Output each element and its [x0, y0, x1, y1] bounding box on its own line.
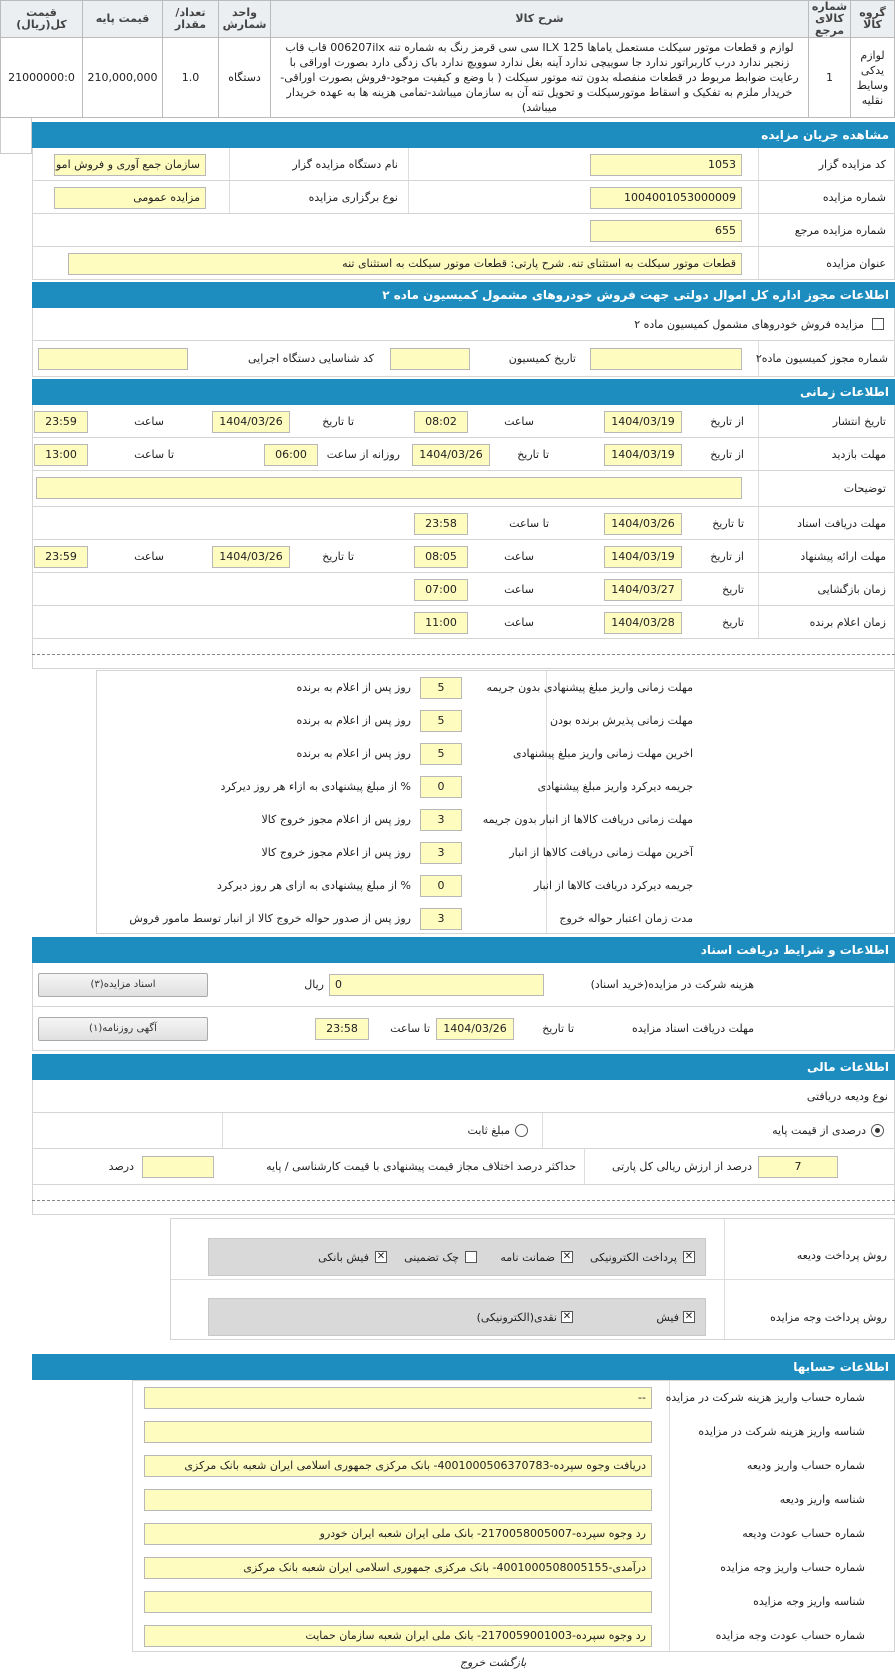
deadline-unit: روز پس از اعلام مجوز خروج کالا [261, 813, 411, 826]
permit-no-label: شماره مجوز کمیسیون ماده۲ [755, 352, 888, 365]
exec-id-label: کد شناسایی دستگاه اجرایی [247, 352, 374, 365]
pay-cash-checkbox[interactable]: ✕ [562, 1311, 572, 1322]
item-code: 1 [809, 38, 851, 118]
deadline-unit: روز پس از اعلام مجوز خروج کالا [261, 846, 411, 859]
time-label: ساعت [504, 616, 534, 629]
col-qty: تعداد/مقدار [163, 1, 219, 38]
newspaper-ad-button[interactable]: آگهی روزنامه(۱) [38, 1017, 208, 1041]
auction-type-label: نوع برگزاری مزایده [308, 191, 398, 204]
deadline-value-field[interactable]: 3 [420, 809, 462, 831]
deposit-type-row [32, 1080, 895, 1113]
exit-link[interactable]: خروج [460, 1656, 486, 1669]
permit-row-2 [32, 341, 895, 377]
auction-org-field[interactable]: سازمان جمع آوری و فروش امو [54, 154, 206, 176]
notes-label: توضیحات [843, 482, 886, 495]
account-label: شماره حساب واریز هزینه شرکت در مزایده [665, 1391, 865, 1404]
visit-from-field[interactable]: 1404/03/19 [604, 444, 682, 466]
permit-row-1 [32, 308, 895, 341]
auction-org-label: نام دستگاه مزایده گزار [292, 158, 398, 171]
deadline-unit: % از مبلغ پیشنهادی به ازای هر روز دیرکرد [217, 879, 411, 892]
account-value-field[interactable] [144, 1591, 652, 1613]
method-cheque-label: چک تضمینی [404, 1251, 459, 1264]
col-base: قیمت پایه [83, 1, 163, 38]
deadline-unit: روز پس از صدور حواله خروج کالا از انبار توسط مامور فروش [129, 912, 411, 925]
timing-publish-row [32, 405, 895, 438]
to-date-label: تا تاریخ [517, 448, 549, 461]
bank-receipt-checkbox[interactable]: ✕ [376, 1251, 386, 1262]
pay-cash-label: نقدی(الکترونیکی) [476, 1311, 557, 1324]
item-desc: لوازم و قطعات موتور سیکلت مستعمل یاماها ILX 125 سی سی قرمز رنگ به شماره تنه 006207ilx قاب قاب زنجیر ندارد درب کاربراتور ندارد جا سوییچی ندارد آینه بغل ندارد سوویچ ندارد باک زدگی دارد بصورت اوراقی با رعایت ضوابط مربوط در قطعات منفصله بدون تنه موتور سیکلت ( با وضع و کیفیت موجود-فروش بصورت اوراقی-خریدار ملزم به تفکیک و اسقاط موتورسیکلت و تحویل تنه آن به سازمان میباشد-تمامی هزینه ها به عهده خریدار میباشد) [271, 38, 809, 118]
time-label: ساعت [504, 550, 534, 563]
from-date-label: از تاریخ [710, 550, 744, 563]
auction-title-label: عنوان مزایده [826, 257, 886, 270]
deadline-unit: % از مبلغ پیشنهادی به ازاء هر روز دیرکرد [220, 780, 411, 793]
item-group: لوازم یدکی وسایط نقلیه [851, 38, 895, 118]
timing-notes-row [32, 471, 895, 507]
publish-to-field[interactable]: 1404/03/26 [212, 411, 290, 433]
publish-from-field[interactable]: 1404/03/19 [604, 411, 682, 433]
method-guarantee-label: ضمانت نامه [500, 1251, 555, 1264]
deposit-percent-row [32, 1149, 895, 1185]
footer-links [460, 1656, 526, 1669]
back-link[interactable]: بازگشت [488, 1656, 527, 1669]
docs-deadline-date-field[interactable]: 1404/03/26 [436, 1018, 514, 1040]
percent-text: درصد از ارزش ریالی کل پارتی [611, 1160, 752, 1173]
deposit-method-label: روش پرداخت ودیعه [796, 1249, 887, 1262]
deadline-value-field[interactable]: 5 [420, 677, 462, 699]
section-auction-header: مشاهده جریان مزایده [32, 122, 895, 148]
auction-ref-label: شماره مزایده مرجع [794, 224, 886, 237]
time-label: ساعت [134, 415, 164, 428]
divider [32, 654, 895, 655]
auction-number-label: شماره مزایده [822, 191, 886, 204]
timing-winner-row [32, 606, 895, 639]
timing-docs-row [32, 507, 895, 540]
visit-to-field[interactable]: 1404/03/26 [412, 444, 490, 466]
fee-label: هزینه شرکت در مزایده(خرید اسناد) [590, 978, 754, 991]
docs-to-field[interactable]: 1404/03/26 [604, 513, 682, 535]
auction-row-2 [32, 181, 895, 214]
deadline-label: مهلت زمانی پذیرش برنده بودن [549, 714, 693, 727]
account-value-field[interactable]: دریافت وجوه سپرده-4001000506370783- بانک مرکزی جمهوری اسلامی ایران شعبه بانک مرکزی [144, 1455, 652, 1477]
to-date-label: تا تاریخ [322, 550, 354, 563]
timing-opening-row [32, 573, 895, 606]
item-qty: 1.0 [163, 38, 219, 118]
to-date-label: تا تاریخ [322, 415, 354, 428]
notes-field[interactable] [36, 477, 742, 499]
deadline-value-field[interactable]: 5 [420, 743, 462, 765]
to-date-label: تا تاریخ [712, 517, 744, 530]
permit-no-field[interactable] [590, 348, 742, 370]
time-label: ساعت [134, 550, 164, 563]
payment-method-label: روش پرداخت وجه مزایده [770, 1311, 887, 1324]
deadline-value-field[interactable]: 3 [420, 908, 462, 930]
daily-from-label: روزانه از ساعت [326, 448, 400, 461]
account-value-field[interactable]: رد وجوه سپرده-2170058005007- بانک ملی ایران شعبه ایران خودرو [144, 1523, 652, 1545]
winner-date-field[interactable]: 1404/03/28 [604, 612, 682, 634]
to-time-label: تا ساعت [134, 448, 174, 461]
timing-visit-row [32, 438, 895, 471]
deadline-label: مدت زمان اعتبار حواله خروج [559, 912, 693, 925]
item-unit: دستگاه [219, 38, 271, 118]
time-label: ساعت [504, 583, 534, 596]
items-header-row [1, 1, 895, 38]
auction-row-1 [32, 148, 895, 181]
auction-row-4 [32, 247, 895, 280]
commission-date-field[interactable] [390, 348, 470, 370]
opening-date-field[interactable]: 1404/03/27 [604, 579, 682, 601]
account-label: شماره حساب عودت وجه مزایده [715, 1629, 865, 1642]
deadline-label: مهلت زمانی دریافت کالاها از انبار بدون جریمه [482, 813, 693, 826]
deadline-value-field[interactable]: 5 [420, 710, 462, 732]
max-diff-label: حداکثر درصد اختلاف مجاز قیمت پیشنهادی با قیمت کارشناسی / پایه [266, 1160, 576, 1173]
date-label: تاریخ [722, 616, 744, 629]
visit-daily-from-field[interactable]: 06:00 [264, 444, 318, 466]
account-label: شماره حساب عودت ودیعه [742, 1527, 865, 1540]
deadline-label: اخرین مهلت زمانی واریز مبلغ پیشنهادی [513, 747, 693, 760]
offer-from-field[interactable]: 1404/03/19 [604, 546, 682, 568]
left-spacer [0, 118, 32, 154]
pay-receipt-checkbox[interactable]: ✕ [684, 1311, 694, 1322]
winner-time-field[interactable]: 11:00 [414, 612, 468, 634]
auction-code-field[interactable]: 1053 [590, 154, 742, 176]
deadline-label: مهلت زمانی واریز مبلغ پیشنهادی بدون جریمه [486, 681, 693, 694]
winner-label: زمان اعلام برنده [809, 616, 886, 629]
docs-deadline-label: مهلت دریافت اسناد مزایده [631, 1022, 754, 1035]
deadline-value-field[interactable]: 0 [420, 776, 462, 798]
cheque-checkbox[interactable] [465, 1251, 477, 1263]
account-label: شناسه واریز ودیعه [779, 1493, 865, 1506]
max-diff-field[interactable] [142, 1156, 214, 1178]
divider [32, 1200, 895, 1201]
permit-checkbox[interactable] [872, 318, 884, 330]
deadline-label: جریمه دیرکرد واریز مبلغ پیشنهادی [537, 780, 693, 793]
publish-from-time-field[interactable]: 08:02 [414, 411, 468, 433]
account-value-field[interactable]: -- [144, 1387, 652, 1409]
percent-option-label: درصدی از قیمت پایه [772, 1124, 866, 1137]
account-value-field[interactable] [144, 1489, 652, 1511]
payment-method-panel [208, 1298, 706, 1336]
auction-number-field[interactable]: 1004001053000009 [590, 187, 742, 209]
docs-fee-row [32, 963, 895, 1007]
permit-checkbox-label: مزایده فروش خودروهای مشمول کمیسیون ماده ۲ [634, 318, 864, 331]
method-electronic-label: پرداخت الکترونیکی [590, 1251, 677, 1264]
section-permit-header: اطلاعات مجوز اداره کل اموال دولتی جهت فروش خودروهای مشمول کمیسیون ماده ۲ [32, 282, 895, 308]
section-timing-header: اطلاعات زمانی [32, 379, 895, 405]
visit-to-time-field[interactable]: 13:00 [34, 444, 88, 466]
deadline-value-field[interactable]: 0 [420, 875, 462, 897]
section-finance-header: اطلاعات مالی [32, 1054, 895, 1080]
auction-type-field[interactable]: مزایده عمومی [54, 187, 206, 209]
fee-field[interactable]: 0 [329, 974, 544, 996]
auction-ref-field[interactable]: 655 [590, 220, 742, 242]
section-accounts-header: اطلاعات حسابها [32, 1354, 895, 1380]
from-date-label: از تاریخ [710, 448, 744, 461]
docs-deadline-row [32, 1007, 895, 1051]
account-value-field[interactable]: درآمدی-4001000508005155- بانک مرکزی جمهوری اسلامی ایران شعبه بانک مرکزی [144, 1557, 652, 1579]
date-label: تاریخ [722, 583, 744, 596]
account-label: شناسه واریز هزینه شرکت در مزایده [698, 1425, 865, 1438]
opening-time-field[interactable]: 07:00 [414, 579, 468, 601]
electronic-checkbox[interactable]: ✕ [684, 1251, 694, 1262]
commission-date-label: تاریخ کمیسیون [508, 352, 576, 365]
method-bank-receipt-label: فیش بانکی [318, 1251, 369, 1264]
col-total: قیمت کل(ریال) [1, 1, 83, 38]
pay-receipt-label: فیش [656, 1311, 679, 1324]
account-value-field[interactable] [144, 1421, 652, 1443]
deadline-unit: روز پس از اعلام به برنده [296, 681, 411, 694]
items-table [0, 0, 895, 118]
offer-to-field[interactable]: 1404/03/26 [212, 546, 290, 568]
col-desc: شرح کالا [271, 1, 809, 38]
guarantee-checkbox[interactable]: ✕ [562, 1251, 572, 1262]
publish-label: تاریخ انتشار [832, 415, 886, 428]
item-base: 210,000,000 [83, 38, 163, 118]
deposit-option-row [32, 1113, 895, 1149]
section-docs-header: اطلاعات و شرایط دریافت اسناد [32, 937, 895, 963]
table-row [1, 38, 895, 118]
col-group: گروه کالا [851, 1, 895, 38]
percent-unit: درصد [108, 1160, 134, 1173]
publish-to-time-field[interactable]: 23:59 [34, 411, 88, 433]
offer-label: مهلت ارائه پیشنهاد [800, 550, 886, 563]
account-label: شناسه واریز وجه مزایده [753, 1595, 865, 1608]
deposit-type-label: نوع ودیعه دریافتی [806, 1090, 888, 1103]
item-total: 21000000:0 [1, 38, 83, 118]
auction-title-field[interactable]: قطعات موتور سیکلت به استثنای تنه. شرح پارتی: قطعات موتور سیکلت به استثنای تنه [68, 253, 742, 275]
deadlines-box [96, 670, 895, 934]
col-code: شماره کالای مرجع [809, 1, 851, 38]
offer-from-time-field[interactable]: 08:05 [414, 546, 468, 568]
deposit-method-panel [208, 1238, 706, 1276]
to-time-label: تا ساعت [509, 517, 549, 530]
from-date-label: از تاریخ [710, 415, 744, 428]
visit-label: مهلت بازدید [831, 448, 886, 461]
to-time-label: تا ساعت [390, 1022, 430, 1035]
percent-value-field[interactable]: 7 [758, 1156, 838, 1178]
timing-offer-row [32, 540, 895, 573]
exec-id-field[interactable] [38, 348, 188, 370]
deadline-unit: روز پس از اعلام به برنده [296, 747, 411, 760]
col-unit: واحد شمارش [219, 1, 271, 38]
docs-to-time-field[interactable]: 23:58 [414, 513, 468, 535]
fee-unit: ریال [304, 978, 324, 991]
fixed-option-label: مبلغ ثابت [467, 1124, 510, 1137]
to-date-label: تا تاریخ [542, 1022, 574, 1035]
auction-row-3 [32, 214, 895, 247]
auction-code-label: کد مزایده گزار [818, 158, 886, 171]
account-value-field[interactable]: رد وجوه سپرده-2170059001003- بانک ملی ایران شعبه سازمان حمایت [144, 1625, 652, 1647]
time-label: ساعت [504, 415, 534, 428]
deadline-value-field[interactable]: 3 [420, 842, 462, 864]
deadline-label: آخرین مهلت زمانی دریافت کالاها از انبار [509, 846, 693, 859]
account-label: شماره حساب واریز وجه مزایده [720, 1561, 865, 1574]
deadline-label: جریمه دیرکرد دریافت کالاها از انبار [533, 879, 693, 892]
docs-deadline-time-field[interactable]: 23:58 [315, 1018, 369, 1040]
offer-to-time-field[interactable]: 23:59 [34, 546, 88, 568]
account-label: شماره حساب واریز ودیعه [746, 1459, 865, 1472]
opening-label: زمان بازگشایی [817, 583, 886, 596]
doc-files-button[interactable]: اسناد مزایده(۳) [38, 973, 208, 997]
deadline-unit: روز پس از اعلام به برنده [296, 714, 411, 727]
docs-deadline-label: مهلت دریافت اسناد [797, 517, 886, 530]
